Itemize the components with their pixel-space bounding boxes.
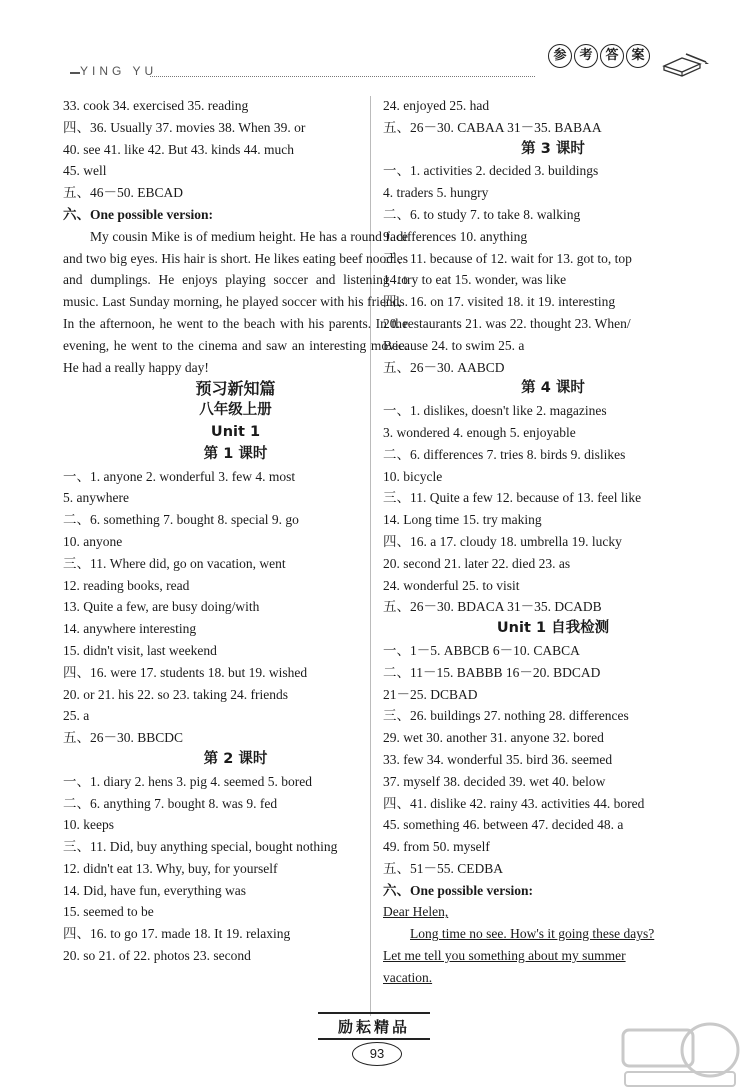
- answer-line: 14. anywhere interesting: [63, 621, 197, 637]
- answer-key-badge: [548, 44, 650, 68]
- essay-line: Long time no see. How's it going these days?: [410, 926, 655, 942]
- answer-line: 10. keeps: [63, 817, 114, 833]
- answer-line: 二、11－15. BABBB 16－20. BDCAD: [383, 664, 601, 680]
- watermark-logo: [615, 1018, 745, 1090]
- answer-line: 三、26. buildings 27. nothing 28. differences: [383, 708, 629, 724]
- answer-line: 一、1. activities 2. decided 3. buildings: [383, 163, 599, 179]
- answer-line: 四、16. a 17. cloudy 18. umbrella 19. lucky: [383, 533, 622, 549]
- answer-line: 14. Long time 15. try making: [383, 512, 542, 528]
- essay-line: Dear Helen,: [383, 904, 449, 920]
- answer-line: 五、26－30. CABAA 31－35. BABAA: [383, 119, 602, 135]
- badge-char: 答: [600, 44, 624, 68]
- answer-line: 37. myself 38. decided 39. wet 40. below: [383, 773, 606, 789]
- answer-line: 五、26－30. BDACA 31－35. DCADB: [383, 599, 602, 615]
- answer-line: 21－25. DCBAD: [383, 686, 478, 702]
- subject-label: YING YU: [80, 64, 158, 78]
- header-arrow-mark: [70, 72, 80, 74]
- answer-line: 49. from 50. myself: [383, 839, 490, 855]
- right-column: [383, 95, 723, 989]
- answer-line: 五、26－30. BBCDC: [63, 730, 184, 746]
- answer-line: 五、26－30. AABCD: [383, 359, 505, 375]
- section-heading: 第 2 课时: [203, 750, 268, 767]
- section-heading: 第 1 课时: [203, 445, 268, 462]
- section-heading: 第 4 课时: [521, 380, 585, 397]
- answer-line: 9. differences 10. anything: [383, 228, 528, 244]
- answer-line: 12. reading books, read: [63, 577, 190, 593]
- answer-line: 四、36. Usually 37. movies 38. When 39. or: [63, 119, 306, 135]
- answer-line: 四、16. on 17. visited 18. it 19. interesting: [383, 294, 616, 310]
- answer-line: 三、11. Where did, go on vacation, went: [63, 555, 286, 571]
- answer-line: 14. Did, have fun, everything was: [63, 882, 246, 898]
- answer-line: 二、6. anything 7. bought 8. was 9. fed: [63, 795, 278, 811]
- badge-char: 案: [626, 44, 650, 68]
- answer-line: 25. a: [63, 708, 90, 724]
- answer-line: 14. try to eat 15. wonder, was like: [383, 272, 567, 288]
- essay-line: Let me tell you something about my summer: [383, 948, 626, 964]
- section-heading: 预习新知篇: [195, 379, 276, 399]
- answer-line: 四、41. dislike 42. rainy 43. activities 44. bored: [383, 795, 645, 811]
- page-number: 93: [352, 1042, 402, 1066]
- sample-essay-paragraph: My cousin Mike is of medium height. He has a round face and two big eyes. His hair is short. He likes eating beef noodles and dumplings. He enjoys playing soccer and listening to music. Last Sunday morning, he played soccer with his friends. In the afternoon, he went to the beach with his parents. In the evening, he went to the cinema and saw an interesting movie. He had a really happy day!: [63, 228, 408, 375]
- answer-line: 20. restaurants 21. was 22. thought 23. When/: [383, 315, 631, 331]
- answer-line: 二、6. to study 7. to take 8. walking: [383, 206, 581, 222]
- answer-line: 20. second 21. later 22. died 23. as: [383, 555, 571, 571]
- answer-line: 24. enjoyed 25. had: [383, 98, 490, 113]
- answer-line: 33. few 34. wonderful 35. bird 36. seemed: [383, 751, 613, 767]
- answer-line: 10. anyone: [63, 533, 123, 549]
- header-divider: [150, 76, 535, 77]
- badge-char: 考: [574, 44, 598, 68]
- answer-line: 一、1. dislikes, doesn't like 2. magazines: [383, 403, 607, 419]
- answer-line: 三、11. Quite a few 12. because of 13. feel like: [383, 490, 642, 506]
- answer-line: 4. traders 5. hungry: [383, 185, 489, 201]
- answer-line: 一、1－5. ABBCB 6－10. CABCA: [383, 642, 580, 658]
- answer-line: 15. didn't visit, last weekend: [63, 642, 217, 658]
- answer-line: 5. anywhere: [63, 490, 129, 506]
- answer-line: Because 24. to swim 25. a: [383, 337, 525, 353]
- answer-line: 45. something 46. between 47. decided 48. a: [383, 817, 624, 833]
- section-heading: Unit 1 自我检测: [496, 620, 610, 637]
- answer-line: 三、11. Did, buy anything special, bought nothing: [63, 839, 338, 855]
- answer-line: 10. bicycle: [383, 468, 443, 484]
- answer-line: 29. wet 30. another 31. anyone 32. bored: [383, 730, 604, 746]
- section-heading: Unit 1: [210, 423, 261, 440]
- answer-line: 二、6. something 7. bought 8. special 9. go: [63, 512, 299, 528]
- answer-line: 四、16. to go 17. made 18. It 19. relaxing: [63, 926, 291, 942]
- section-heading: 八年级上册: [199, 402, 272, 419]
- answer-line: 40. see 41. like 42. But 43. kinds 44. much: [63, 141, 294, 157]
- answer-line: 五、51－55. CEDBA: [383, 860, 504, 876]
- answer-line: 一、1. anyone 2. wonderful 3. few 4. most: [63, 468, 296, 484]
- essay-label: 六、One possible version:: [383, 882, 534, 898]
- answer-line: 12. didn't eat 13. Why, buy, for yourself: [63, 860, 278, 876]
- essay-label: 六、One possible version:: [63, 206, 214, 222]
- answer-line: 24. wonderful 25. to visit: [383, 577, 520, 593]
- answer-line: 33. cook 34. exercised 35. reading: [63, 98, 249, 113]
- answer-line: 三、11. because of 12. wait for 13. got to, top: [383, 250, 632, 266]
- essay-line: vacation.: [383, 969, 433, 985]
- answer-line: 二、6. differences 7. tries 8. birds 9. dislikes: [383, 446, 626, 462]
- footer-brand: 励耘精品: [318, 1012, 430, 1040]
- answer-line: 四、16. were 17. students 18. but 19. wished: [63, 664, 308, 680]
- answer-line: 15. seemed to be: [63, 904, 154, 920]
- answer-line: 20. so 21. of 22. photos 23. second: [63, 948, 251, 964]
- answer-line: 13. Quite a few, are busy doing/with: [63, 599, 260, 615]
- section-heading: 第 3 课时: [521, 140, 585, 157]
- left-column: [63, 95, 408, 967]
- answer-line: 3. wondered 4. enough 5. enjoyable: [383, 424, 576, 440]
- answer-line: 一、1. diary 2. hens 3. pig 4. seemed 5. bored: [63, 773, 312, 789]
- badge-char: 参: [548, 44, 572, 68]
- answer-line: 20. or 21. his 22. so 23. taking 24. friends: [63, 686, 288, 702]
- answer-line: 五、46－50. EBCAD: [63, 185, 184, 201]
- book-pen-icon: [660, 48, 710, 78]
- page-header: [0, 0, 750, 90]
- answer-line: 45. well: [63, 163, 107, 179]
